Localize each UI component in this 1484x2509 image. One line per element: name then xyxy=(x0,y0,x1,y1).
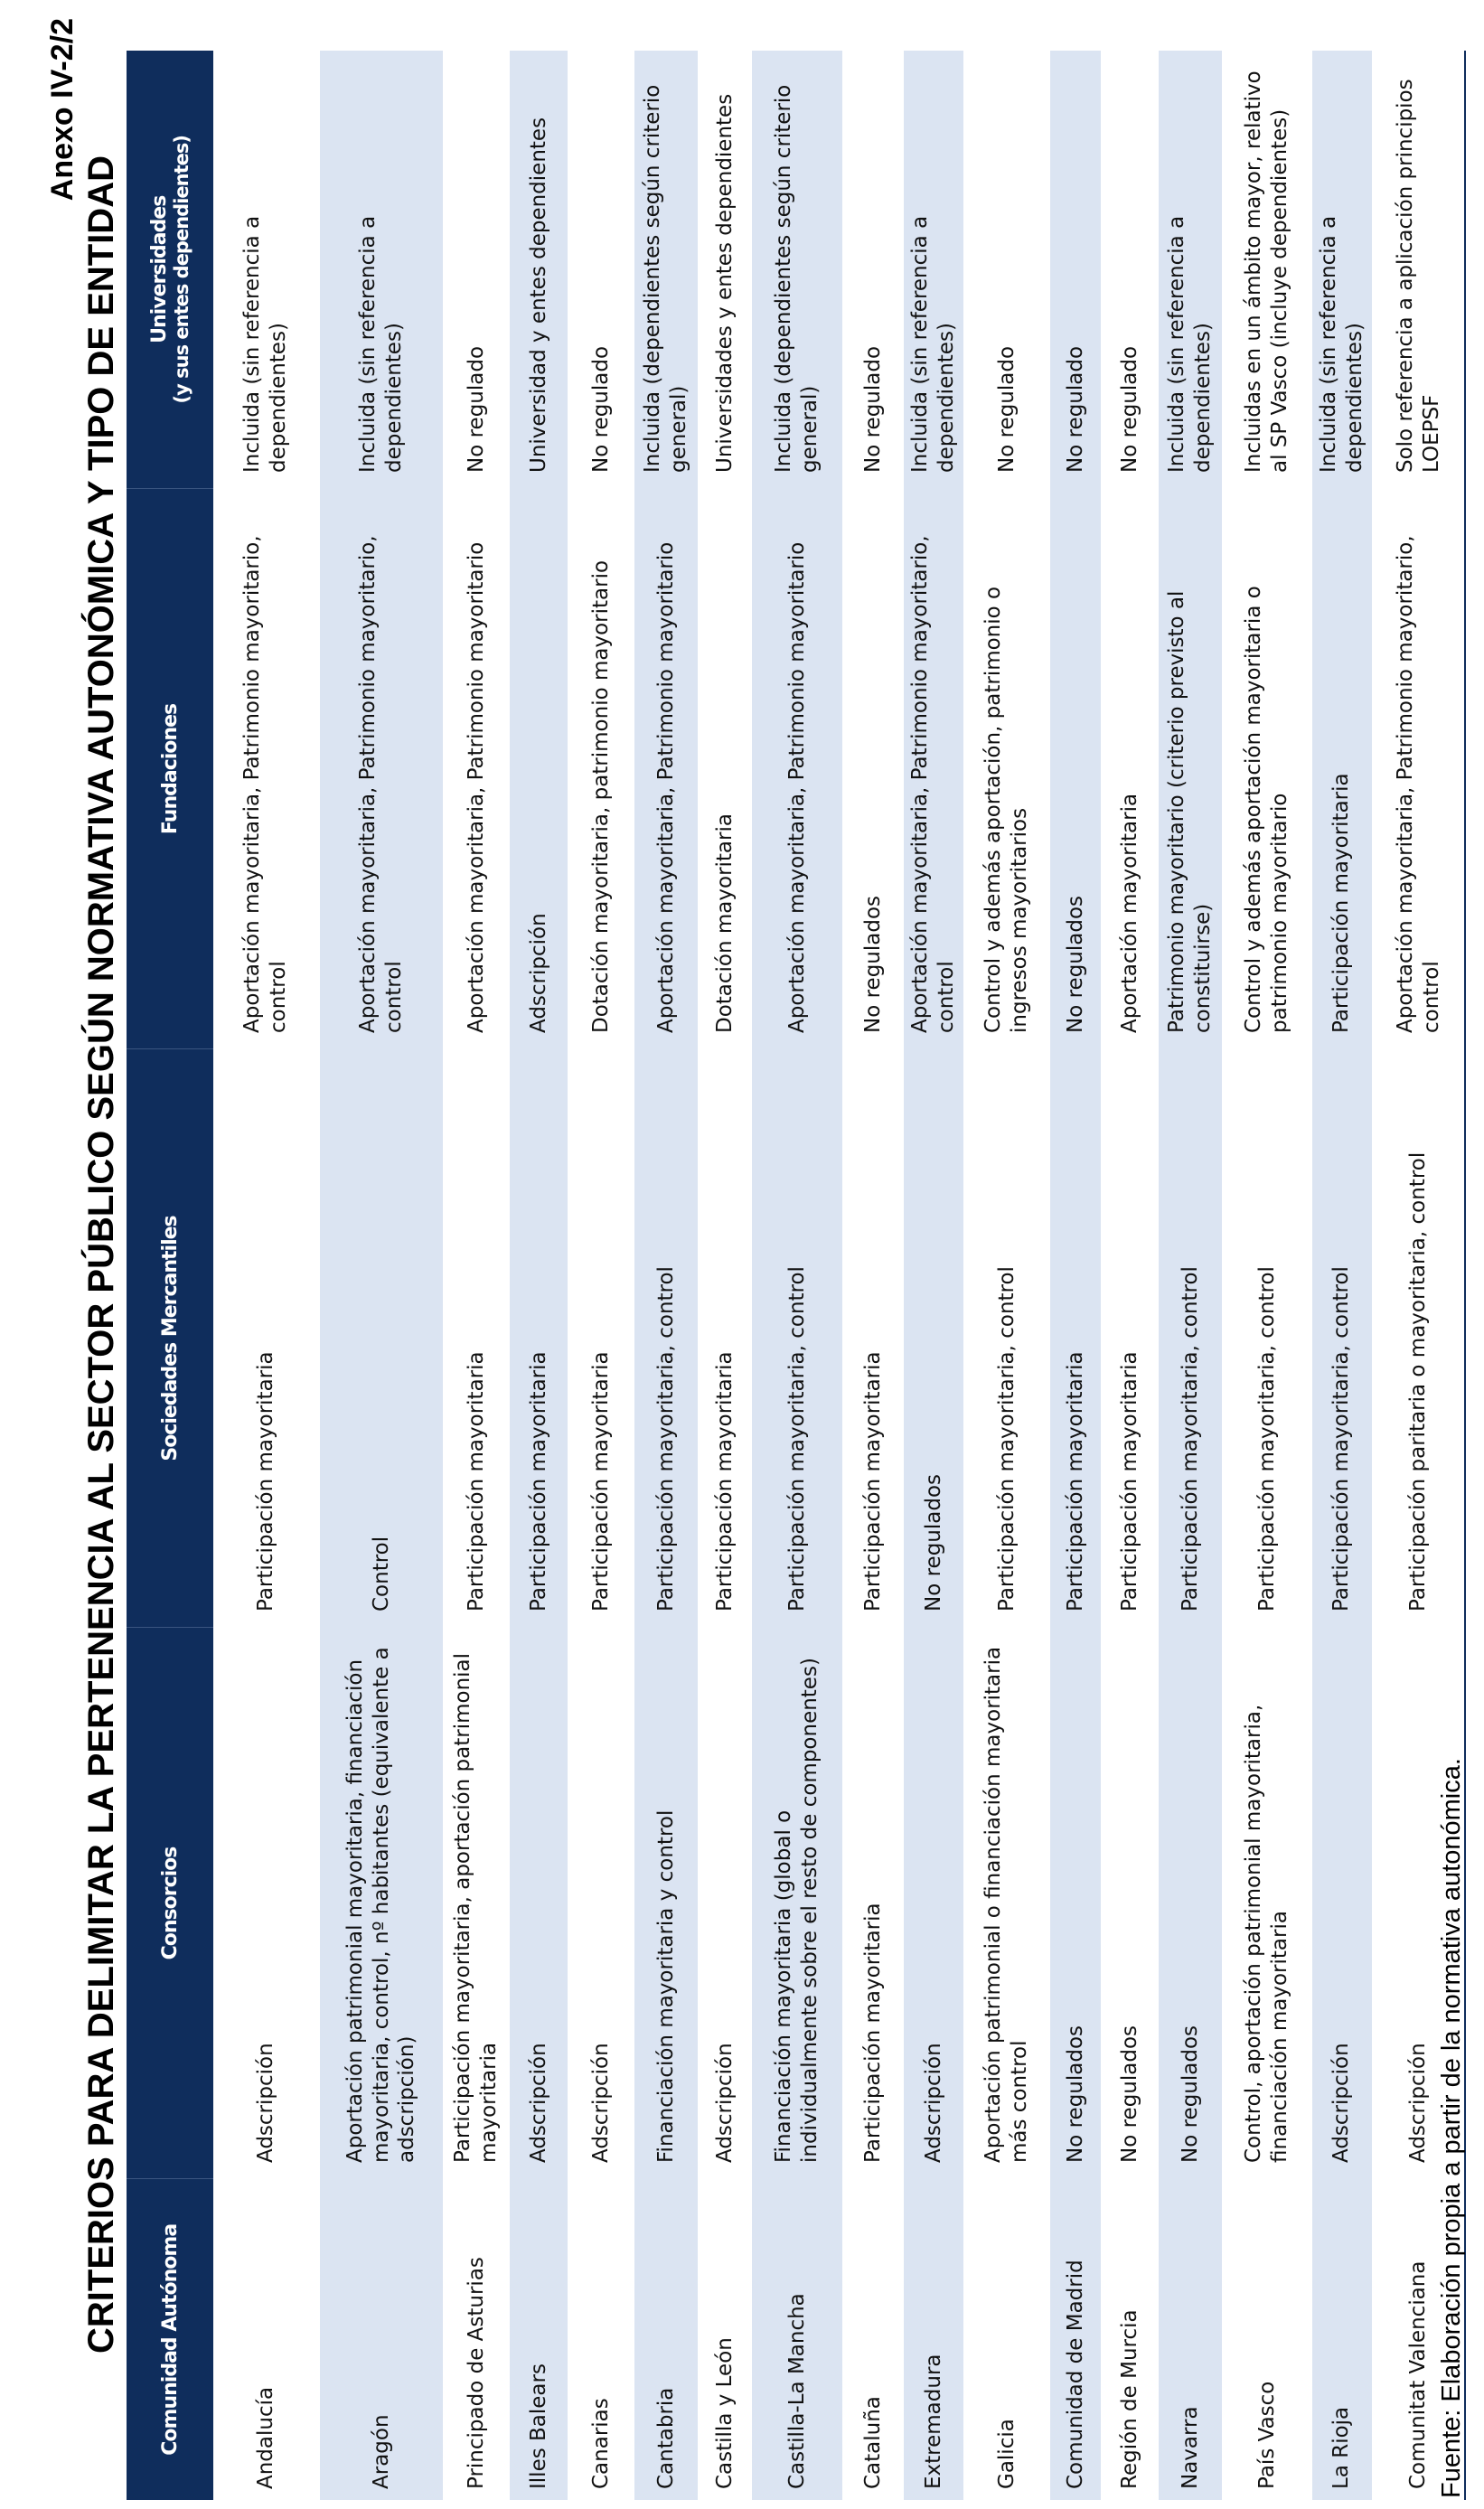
cell-foundations: No regulados xyxy=(843,489,903,1049)
cell-universities: Solo referencia a aplicación principios LOEPSF xyxy=(1373,51,1465,489)
cell-universities: Incluida (sin referencia a dependientes) xyxy=(903,51,964,489)
cell-community: Andalucía xyxy=(213,2179,319,2500)
table-row xyxy=(1049,51,1102,2500)
cell-consortia: Aportación patrimonial o financiación mayoritaria más control xyxy=(964,1628,1049,2179)
cell-community: Navarra xyxy=(1158,2179,1223,2500)
cell-consortia: Participación mayoritaria, aportación patrimonial mayoritaria xyxy=(444,1628,509,2179)
cell-companies: No regulados xyxy=(903,1049,964,1628)
cell-foundations: Aportación mayoritaria, Patrimonio mayoritario, control xyxy=(903,489,964,1049)
cell-consortia: No regulados xyxy=(1102,1628,1158,2179)
cell-consortia: Financiación mayoritaria y control xyxy=(634,1628,699,2179)
table-row xyxy=(568,51,634,2500)
cell-companies: Participación mayoritaria xyxy=(509,1049,568,1628)
table-row xyxy=(634,51,699,2500)
cell-foundations: Aportación mayoritaria, Patrimonio mayoritario xyxy=(751,489,843,1049)
header-universities-subtitle: (y sus entes dependientes) xyxy=(170,136,193,404)
cell-companies: Participación mayoritaria xyxy=(843,1049,903,1628)
cell-universities: Incluida (dependientes según criterio general) xyxy=(751,51,843,489)
cell-universities: No regulado xyxy=(1102,51,1158,489)
cell-universities: No regulado xyxy=(1049,51,1102,489)
cell-consortia: Participación mayoritaria xyxy=(843,1628,903,2179)
cell-community: Castilla-La Mancha xyxy=(751,2179,843,2500)
cell-community: Región de Murcia xyxy=(1102,2179,1158,2500)
cell-foundations: No regulados xyxy=(1049,489,1102,1049)
cell-community: Aragón xyxy=(319,2179,444,2500)
cell-consortia: Adscripción xyxy=(1311,1628,1373,2179)
table-row xyxy=(964,51,1049,2500)
page-title: CRITERIOS PARA DELIMITAR LA PERTENENCIA AL SECTOR PÚBLICO SEGÚN NORMATIVA AUTONÓMICA Y TIPO DE ENTIDAD xyxy=(81,155,121,2354)
cell-companies: Participación mayoritaria, control xyxy=(634,1049,699,1628)
cell-foundations: Aportación mayoritaria, Patrimonio mayoritario, control xyxy=(1373,489,1465,1049)
cell-community: País Vasco xyxy=(1223,2179,1311,2500)
cell-foundations: Aportación mayoritaria, Patrimonio mayoritario xyxy=(444,489,509,1049)
table-row xyxy=(1102,51,1158,2500)
table-row xyxy=(1158,51,1223,2500)
cell-universities: No regulado xyxy=(843,51,903,489)
cell-consortia: Adscripción xyxy=(903,1628,964,2179)
cell-universities: Incluida (sin referencia a dependientes) xyxy=(319,51,444,489)
header-universities xyxy=(127,51,213,489)
cell-companies: Participación mayoritaria, control xyxy=(1223,1049,1311,1628)
cell-foundations: Adscripción xyxy=(509,489,568,1049)
cell-consortia: Adscripción xyxy=(213,1628,319,2179)
cell-companies: Participación mayoritaria xyxy=(699,1049,751,1628)
cell-universities: Incluidas en un ámbito mayor, relativo al SP Vasco (incluye dependientes) xyxy=(1223,51,1311,489)
header-foundations: Fundaciones xyxy=(127,489,213,1049)
cell-foundations: Control y además aportación mayoritaria o patrimonio mayoritario xyxy=(1223,489,1311,1049)
cell-companies: Participación mayoritaria, control xyxy=(751,1049,843,1628)
cell-community: Castilla y León xyxy=(699,2179,751,2500)
cell-community: Comunidad de Madrid xyxy=(1049,2179,1102,2500)
cell-community: Cantabria xyxy=(634,2179,699,2500)
cell-community: Canarias xyxy=(568,2179,634,2500)
header-community: Comunidad Autónoma xyxy=(127,2179,213,2500)
cell-community: Cataluña xyxy=(843,2179,903,2500)
cell-companies: Control xyxy=(319,1049,444,1628)
table-row xyxy=(509,51,568,2500)
cell-consortia: Aportación patrimonial mayoritaria, financiación mayoritaria, control, nº habitantes (equivalente a adscripción) xyxy=(319,1628,444,2179)
cell-community: Illes Balears xyxy=(509,2179,568,2500)
cell-universities: Incluida (sin referencia a dependientes) xyxy=(1158,51,1223,489)
cell-foundations: Control y además aportación, patrimonio o ingresos mayoritarios xyxy=(964,489,1049,1049)
cell-community: Galicia xyxy=(964,2179,1049,2500)
cell-foundations: Aportación mayoritaria, Patrimonio mayoritario, control xyxy=(213,489,319,1049)
cell-universities: No regulado xyxy=(444,51,509,489)
source-note: Fuente: Elaboración propia a partir de la normativa autonómica. xyxy=(1437,1758,1466,2498)
table-row xyxy=(444,51,509,2500)
cell-universities: Universidades y entes dependientes xyxy=(699,51,751,489)
header-companies: Sociedades Mercantiles xyxy=(127,1049,213,1628)
cell-consortia: Adscripción xyxy=(568,1628,634,2179)
table-row xyxy=(1223,51,1311,2500)
header-row xyxy=(127,51,213,2500)
cell-universities: No regulado xyxy=(568,51,634,489)
cell-foundations: Patrimonio mayoritario (criterio previsto al constituirse) xyxy=(1158,489,1223,1049)
cell-universities: Incluida (sin referencia a dependientes) xyxy=(213,51,319,489)
cell-companies: Participación mayoritaria xyxy=(1102,1049,1158,1628)
cell-community: La Rioja xyxy=(1311,2179,1373,2500)
cell-consortia: Adscripción xyxy=(699,1628,751,2179)
cell-consortia: Financiación mayoritaria (global o individualmente sobre el resto de componentes) xyxy=(751,1628,843,2179)
cell-foundations: Aportación mayoritaria, Patrimonio mayoritario xyxy=(634,489,699,1049)
cell-companies: Participación mayoritaria, control xyxy=(1158,1049,1223,1628)
cell-companies: Participación mayoritaria xyxy=(1049,1049,1102,1628)
criteria-table-wrapper xyxy=(127,51,1466,2500)
criteria-table xyxy=(127,51,1466,2500)
cell-companies: Participación mayoritaria xyxy=(213,1049,319,1628)
table-row xyxy=(843,51,903,2500)
cell-consortia: Control, aportación patrimonial mayoritaria, financiación mayoritaria xyxy=(1223,1628,1311,2179)
cell-companies: Participación mayoritaria, control xyxy=(1311,1049,1373,1628)
table-row xyxy=(903,51,964,2500)
cell-companies: Participación mayoritaria xyxy=(444,1049,509,1628)
cell-companies: Participación mayoritaria, control xyxy=(964,1049,1049,1628)
annex-label: Anexo IV-2/2 xyxy=(45,18,80,202)
table-row xyxy=(751,51,843,2500)
cell-foundations: Participación mayoritaria xyxy=(1311,489,1373,1049)
cell-consortia: Adscripción xyxy=(1373,1628,1465,2179)
cell-foundations: Aportación mayoritaria xyxy=(1102,489,1158,1049)
header-consortia: Consorcios xyxy=(127,1628,213,2179)
cell-foundations: Aportación mayoritaria, Patrimonio mayoritario, control xyxy=(319,489,444,1049)
cell-companies: Participación paritaria o mayoritaria, control xyxy=(1373,1049,1465,1628)
table-row xyxy=(319,51,444,2500)
cell-community: Comunitat Valenciana xyxy=(1373,2179,1465,2500)
cell-foundations: Dotación mayoritaria xyxy=(699,489,751,1049)
header-universities-title: Universidades xyxy=(147,195,171,343)
table-row xyxy=(213,51,319,2500)
cell-universities: No regulado xyxy=(964,51,1049,489)
cell-consortia: No regulados xyxy=(1158,1628,1223,2179)
cell-universities: Incluida (dependientes según criterio general) xyxy=(634,51,699,489)
cell-consortia: No regulados xyxy=(1049,1628,1102,2179)
cell-universities: Incluida (sin referencia a dependientes) xyxy=(1311,51,1373,489)
cell-foundations: Dotación mayoritaria, patrimonio mayoritario xyxy=(568,489,634,1049)
table-row xyxy=(699,51,751,2500)
cell-consortia: Adscripción xyxy=(509,1628,568,2179)
cell-universities: Universidad y entes dependientes xyxy=(509,51,568,489)
cell-community: Extremadura xyxy=(903,2179,964,2500)
cell-companies: Participación mayoritaria xyxy=(568,1049,634,1628)
table-row xyxy=(1311,51,1373,2500)
cell-community: Principado de Asturias xyxy=(444,2179,509,2500)
